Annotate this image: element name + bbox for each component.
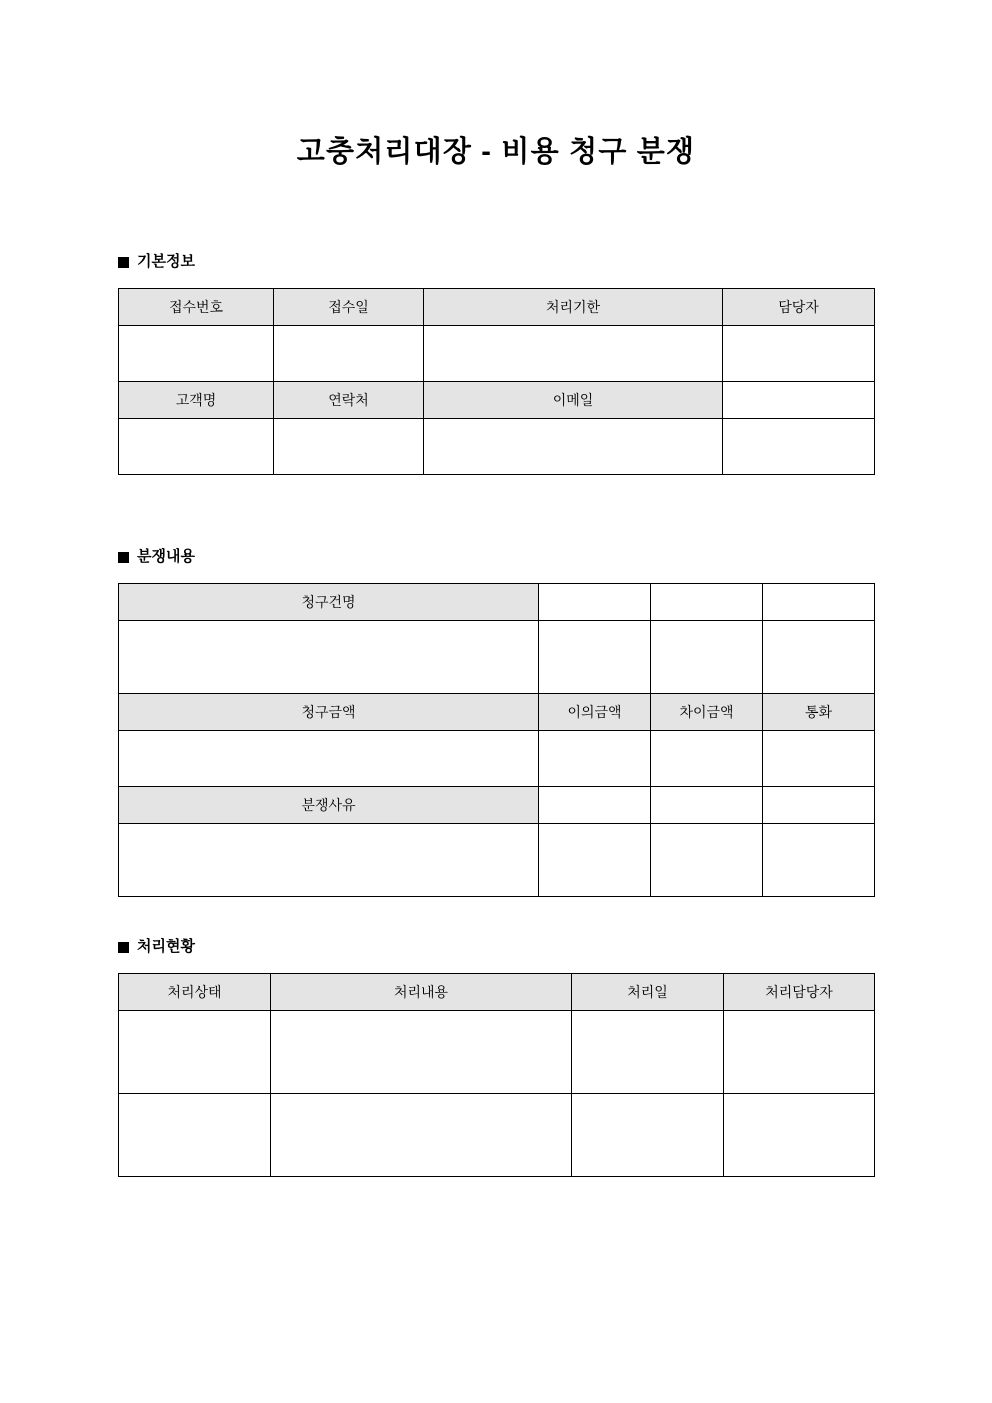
cell-deadline-value[interactable] (424, 326, 723, 382)
cell-claim-title-label: 청구건명 (119, 584, 539, 621)
cell-process-date-value-1[interactable] (572, 1011, 724, 1094)
table-row (119, 419, 875, 475)
section-heading-label: 기본정보 (137, 253, 195, 270)
basic-info-table (118, 288, 875, 475)
cell-currency-value[interactable] (763, 731, 875, 787)
cell-claim-amount-label: 청구금액 (119, 694, 539, 731)
cell-dispute-r1-c1[interactable] (539, 621, 651, 694)
cell-dispute-r0-c1[interactable] (539, 584, 651, 621)
table-row (119, 289, 875, 326)
black-square-bullet-icon (118, 257, 129, 268)
dispute-details-table (118, 583, 875, 897)
table-row (119, 1011, 875, 1094)
cell-process-state-label: 처리상태 (119, 974, 271, 1011)
cell-process-date-value-2[interactable] (572, 1094, 724, 1177)
table-row (119, 824, 875, 897)
section-heading-label: 처리현황 (137, 938, 195, 955)
table-row (119, 326, 875, 382)
table-row (119, 621, 875, 694)
cell-deadline-label: 처리기한 (424, 289, 723, 326)
cell-receipt-number-value[interactable] (119, 326, 274, 382)
black-square-bullet-icon (118, 942, 129, 953)
cell-dispute-reason-label: 분쟁사유 (119, 787, 539, 824)
section-heading-label: 분쟁내용 (137, 548, 195, 565)
cell-process-date-label: 처리일 (572, 974, 724, 1011)
cell-process-state-value-1[interactable] (119, 1011, 271, 1094)
cell-objection-amount-label: 이의금액 (539, 694, 651, 731)
cell-dispute-r5-c2[interactable] (651, 824, 763, 897)
cell-email-value[interactable] (424, 419, 723, 475)
table-row (119, 731, 875, 787)
cell-customer-name-label: 고객명 (119, 382, 274, 419)
cell-currency-label: 통화 (763, 694, 875, 731)
cell-contact-value[interactable] (274, 419, 424, 475)
cell-receipt-number-label: 접수번호 (119, 289, 274, 326)
cell-dispute-r0-c2[interactable] (651, 584, 763, 621)
section-heading-basic-info (118, 252, 195, 272)
cell-process-content-value-1[interactable] (271, 1011, 572, 1094)
cell-dispute-r1-c2[interactable] (651, 621, 763, 694)
cell-process-handler-value-1[interactable] (724, 1011, 875, 1094)
cell-email-label: 이메일 (424, 382, 723, 419)
cell-difference-amount-label: 차이금액 (651, 694, 763, 731)
cell-dispute-reason-value[interactable] (119, 824, 539, 897)
cell-dispute-r5-c1[interactable] (539, 824, 651, 897)
cell-claim-title-value[interactable] (119, 621, 539, 694)
table-row (119, 787, 875, 824)
cell-basic-row2-spacer[interactable] (723, 382, 875, 419)
cell-handler-value[interactable] (723, 326, 875, 382)
cell-basic-row3-spacer[interactable] (723, 419, 875, 475)
black-square-bullet-icon (118, 552, 129, 563)
processing-status-table (118, 973, 875, 1177)
cell-dispute-r4-c2[interactable] (651, 787, 763, 824)
table-row (119, 382, 875, 419)
section-heading-processing-status (118, 937, 195, 957)
cell-handler-label: 담당자 (723, 289, 875, 326)
cell-difference-amount-value[interactable] (651, 731, 763, 787)
cell-process-state-value-2[interactable] (119, 1094, 271, 1177)
cell-process-content-label: 처리내용 (271, 974, 572, 1011)
cell-dispute-r0-c3[interactable] (763, 584, 875, 621)
cell-dispute-r4-c3[interactable] (763, 787, 875, 824)
cell-dispute-r1-c3[interactable] (763, 621, 875, 694)
table-row (119, 1094, 875, 1177)
cell-receipt-date-label: 접수일 (274, 289, 424, 326)
cell-claim-amount-value[interactable] (119, 731, 539, 787)
table-row (119, 974, 875, 1011)
section-heading-dispute-details (118, 547, 195, 567)
cell-receipt-date-value[interactable] (274, 326, 424, 382)
cell-objection-amount-value[interactable] (539, 731, 651, 787)
cell-process-content-value-2[interactable] (271, 1094, 572, 1177)
cell-dispute-r4-c1[interactable] (539, 787, 651, 824)
cell-process-handler-value-2[interactable] (724, 1094, 875, 1177)
cell-customer-name-value[interactable] (119, 419, 274, 475)
page-title: 고충처리대장 - 비용 청구 분쟁 (296, 136, 696, 168)
cell-contact-label: 연락처 (274, 382, 424, 419)
cell-process-handler-label: 처리담당자 (724, 974, 875, 1011)
table-row (119, 584, 875, 621)
cell-dispute-r5-c3[interactable] (763, 824, 875, 897)
table-row (119, 694, 875, 731)
